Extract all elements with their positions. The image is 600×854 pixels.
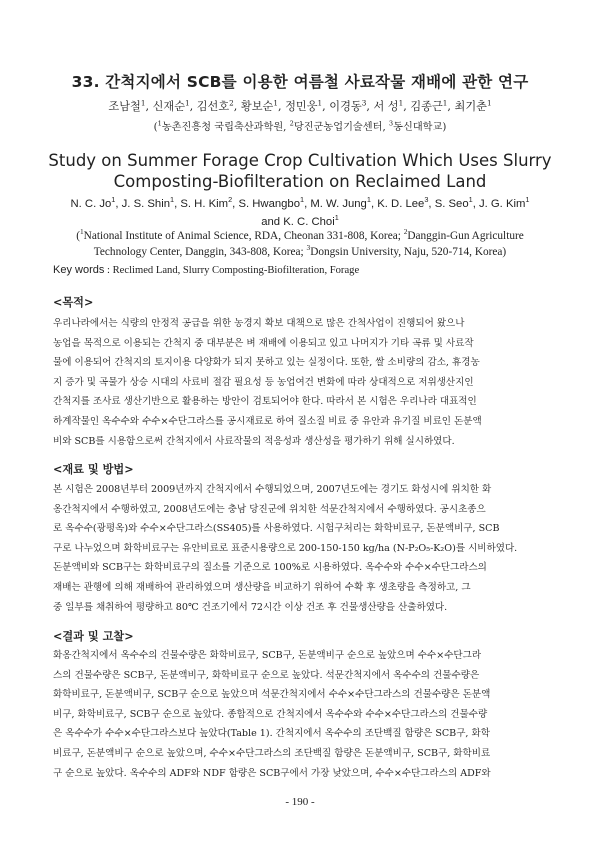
text-line: 로 옥수수(광평옥)와 수수×수단그라스(SS405)를 사용하였다. 시험구처리는 화학비료구, 돈분액비구, SCB	[53, 523, 500, 535]
korean-title: 33. 간척지에서 SCB를 이용한 여름철 사료작물 재배에 관한 연구	[71, 73, 529, 91]
author	[108, 100, 145, 113]
author-name: S. Seo	[434, 198, 469, 210]
author	[310, 195, 371, 210]
keywords	[53, 264, 553, 276]
text-line: 은 옥수수가 수수×수단그라스보다 높았다(Table 1). 간척지에서 옥수수의 조단백질 함량은 SCB구, 화학	[53, 728, 490, 740]
author	[238, 195, 305, 210]
affiliation-3: Dongsin University, Naju, 520-714, Korea	[310, 246, 503, 258]
author	[410, 100, 447, 113]
author-sup: 1	[170, 195, 175, 205]
author	[434, 195, 473, 210]
author-name: K. D. Lee	[377, 198, 425, 210]
author-name: 신재순	[152, 100, 185, 113]
affiliation-1: 농촌진흥청 국립축산과학원,	[161, 122, 290, 133]
author	[377, 195, 429, 210]
text-line: 재배는 관행에 의해 재배하여 관리하였으며 생산량을 비교하기 위하여 수확 후 생초량을 측정하고, 그	[53, 581, 471, 593]
author-name: 김종근	[410, 100, 443, 113]
affil-sup: 2	[289, 119, 294, 128]
english-authors	[40, 195, 560, 231]
text-line: 비와 SCB를 시용함으로써 간척지에서 사료작물의 적응성과 생산성을 평가하기 위해 실시하였다.	[53, 435, 455, 447]
korean-affiliations	[0, 118, 600, 133]
author-sup: 1	[468, 195, 473, 205]
author-name: J. S. Shin	[121, 198, 171, 210]
text-line: 화옹간척지에서 옥수수의 건물수량은 화학비료구, SCB구, 돈분액비구 순으로 높았으며 수수×수단그라	[53, 650, 482, 661]
author-sup: 3	[361, 98, 367, 108]
affiliation-2: Danggin-Gun Agriculture Technology Center, Danggin, 343-808, Korea;	[93, 230, 524, 258]
keywords-label: Key words	[53, 264, 105, 276]
affil-sup: 2	[403, 227, 408, 237]
section-body-purpose	[53, 314, 551, 451]
author-sup: 1	[299, 195, 305, 205]
text-line: 농업을 목적으로 이용되는 간척지 중 대부분은 벼 재배에 이용되고 있고 나머지가 기타 곡류 및 사료작	[53, 337, 474, 349]
author-sup: 1	[486, 98, 492, 108]
author	[329, 100, 366, 113]
and-word: and	[261, 216, 284, 228]
text-line: 스의 건물수량은 SCB구, 돈분액비구, 화학비료구 순으로 높았다. 석문간척지에서 옥수수의 건물수량은	[53, 669, 480, 681]
author-name: 김선호	[196, 100, 230, 113]
affiliation-3: 동신대학교	[393, 122, 443, 133]
affil-paren-close: )	[442, 122, 447, 133]
english-author-last	[261, 213, 339, 228]
affil-paren-open: (	[153, 122, 158, 133]
page-number: - 190 -	[285, 796, 315, 808]
text-line: 본 시험은 2008년부터 2009년까지 간척지에서 수행되었으며, 2007년도에는 경기도 화성시에 위치한 화	[53, 484, 492, 495]
author	[373, 100, 403, 113]
author-sup: 1	[334, 213, 339, 223]
author-sup: 2	[229, 98, 234, 108]
section-body-methods	[53, 480, 551, 617]
affiliation-1: National Institute of Animal Science, RDA, Cheonan 331-808, Korea;	[83, 230, 404, 242]
author-name: K. C. Choi	[283, 216, 335, 228]
affil-sup: 3	[306, 243, 311, 253]
section-heading-purpose: <목적>	[53, 296, 94, 309]
author-name: N. C. Jo	[70, 198, 112, 210]
author-name: M. W. Jung	[310, 198, 367, 210]
section-body-results	[53, 646, 551, 783]
section-heading-results: <결과 및 고찰>	[53, 630, 134, 643]
author-sup: 1	[525, 195, 530, 205]
author-sup: 1	[366, 195, 371, 205]
author-name: 서 성	[373, 100, 399, 113]
affiliation-2: 당진군농업기술센터,	[293, 122, 389, 133]
section-heading-methods: <재료 및 방법>	[53, 463, 134, 476]
text-line: 우리나라에서는 식량의 안정적 공급을 위한 농경지 확보 대책으로 많은 간척사업이 진행되어 왔으나	[53, 318, 465, 329]
author-sup: 1	[398, 98, 404, 108]
author	[455, 100, 492, 113]
author-sup: 1	[111, 195, 116, 205]
text-line: 간척지를 조사료 생산기반으로 활용하는 방안이 검토되어야 한다. 따라서 본 시험은 우리나라 대표적인	[53, 396, 477, 408]
english-title-line: Composting-Biofilteration on Reclaimed Land	[113, 172, 487, 191]
author-sup: 1	[273, 98, 278, 108]
author	[478, 195, 530, 210]
author	[70, 195, 116, 210]
author	[153, 100, 190, 113]
text-line: 지 증가 및 곡물가 상승 시대의 사료비 절감 필요성 등 농업여건 변화에 따라 상대적으로 저위생산지인	[53, 376, 474, 388]
author	[121, 195, 175, 210]
author-sup: 1	[140, 98, 146, 108]
english-authors-list: N. C. Jo$^1$, J. S. Shin$^1$, S. H. Kim$^2$, S. Hwangbo$^1$, M. W. Jung$^1$, K. D. Lee$^3$, S. Seo$^1$, J. G. Kim$^1$	[70, 195, 530, 210]
author-name: 정민웅	[285, 100, 318, 113]
author-name: S. Hwangbo	[238, 198, 300, 210]
author-sup: 1	[317, 98, 323, 108]
author-sup: 1	[185, 98, 190, 108]
text-line: 중 일부를 채취하여 평량하고 80℃ 건조기에서 72시간 이상 건조 후 건물생산량을 산출하였다.	[53, 601, 448, 613]
author-sup: 2	[228, 195, 233, 205]
author	[180, 195, 233, 210]
author-name: J. G. Kim	[478, 198, 526, 210]
author	[241, 100, 278, 113]
english-title	[0, 150, 600, 192]
author-name: 황보순	[240, 100, 274, 113]
author-sup: 3	[424, 195, 429, 205]
author-name: 조남철	[108, 100, 141, 113]
korean-authors: 조남철$^1$, 신재순$^1$, 김선호$^2$, 황보순$^1$, 정민웅$^1$, 이경동$^3$, 서 성$^1$, 김종근$^1$, 최기춘$^1$	[108, 98, 492, 113]
keywords-text: : Reclimed Land, Slurry Composting-Biofilteration, Forage	[104, 265, 360, 276]
text-line: 구로 나누었으며 화학비료구는 유안비료로 표준시용량으로 200-150-150 kg/ha (N-P₂O₅-K₂O)를 시비하였다.	[53, 542, 518, 554]
text-line: 비료구, 돈분액비구 순으로 높았으며, 수수×수단그라스의 조단백질 함량은 돈분액비구, SCB구, 화학비료	[53, 747, 491, 759]
affil-sup: 1	[157, 119, 162, 128]
affil-sup: 1	[80, 227, 84, 237]
author-name: S. H. Kim	[180, 198, 229, 210]
author-name: 최기춘	[454, 100, 487, 113]
text-line: 하계작물인 옥수수와 수수×수단그라스를 공시재료로 하여 질소질 비료 중 유안과 유기질 비료인 돈분액	[53, 415, 482, 427]
author	[197, 100, 234, 113]
text-line: 돈분액비와 SCB구는 화학비료구의 질소를 기준으로 100%로 시용하였다. 옥수수와 수수×수단그라스의	[53, 562, 487, 574]
text-line: 화학비료구, 돈분액비구, SCB구 순으로 높았으며 석문간척지에서 수수×수단그라스의 건물수량은 돈분액	[53, 689, 491, 701]
text-line: 비구, 화학비료구, SCB구 순으로 높았다. 종합적으로 간척지에서 옥수수와 수수×수단그라스의 건물수량	[53, 708, 488, 720]
author-sup: 1	[442, 98, 448, 108]
author	[285, 100, 322, 113]
english-affiliations: ($^1$National Institute of Animal Science, RDA, Cheonan 331-808, Korea; $^2$Danggin-Gun Agriculture Technology Center, Danggin, 343-808, Korea; $^3$Dongsin University, Naju, 520-714, Korea)	[76, 227, 524, 258]
author-name: 이경동	[329, 100, 362, 113]
text-line: 물에 이용되어 간척지의 토지이용 다양화가 되지 못하고 있는 실정이다. 또한, 쌀 소비량의 감소, 휴경농	[53, 357, 480, 369]
text-line: 옹간척지에서 수행하였고, 2008년도에는 충남 당진군에 위치한 석문간척지에서 수행하였다. 공시초종으	[53, 503, 486, 515]
english-title-line: Study on Summer Forage Crop Cultivation Which Uses Slurry	[48, 151, 552, 170]
affil-sup: 3	[388, 119, 394, 128]
text-line: 구 순으로 높았다. 옥수수의 ADF와 NDF 함량은 SCB구에서 가장 낮았으며, 수수×수단그라스의 ADF와	[53, 767, 491, 779]
